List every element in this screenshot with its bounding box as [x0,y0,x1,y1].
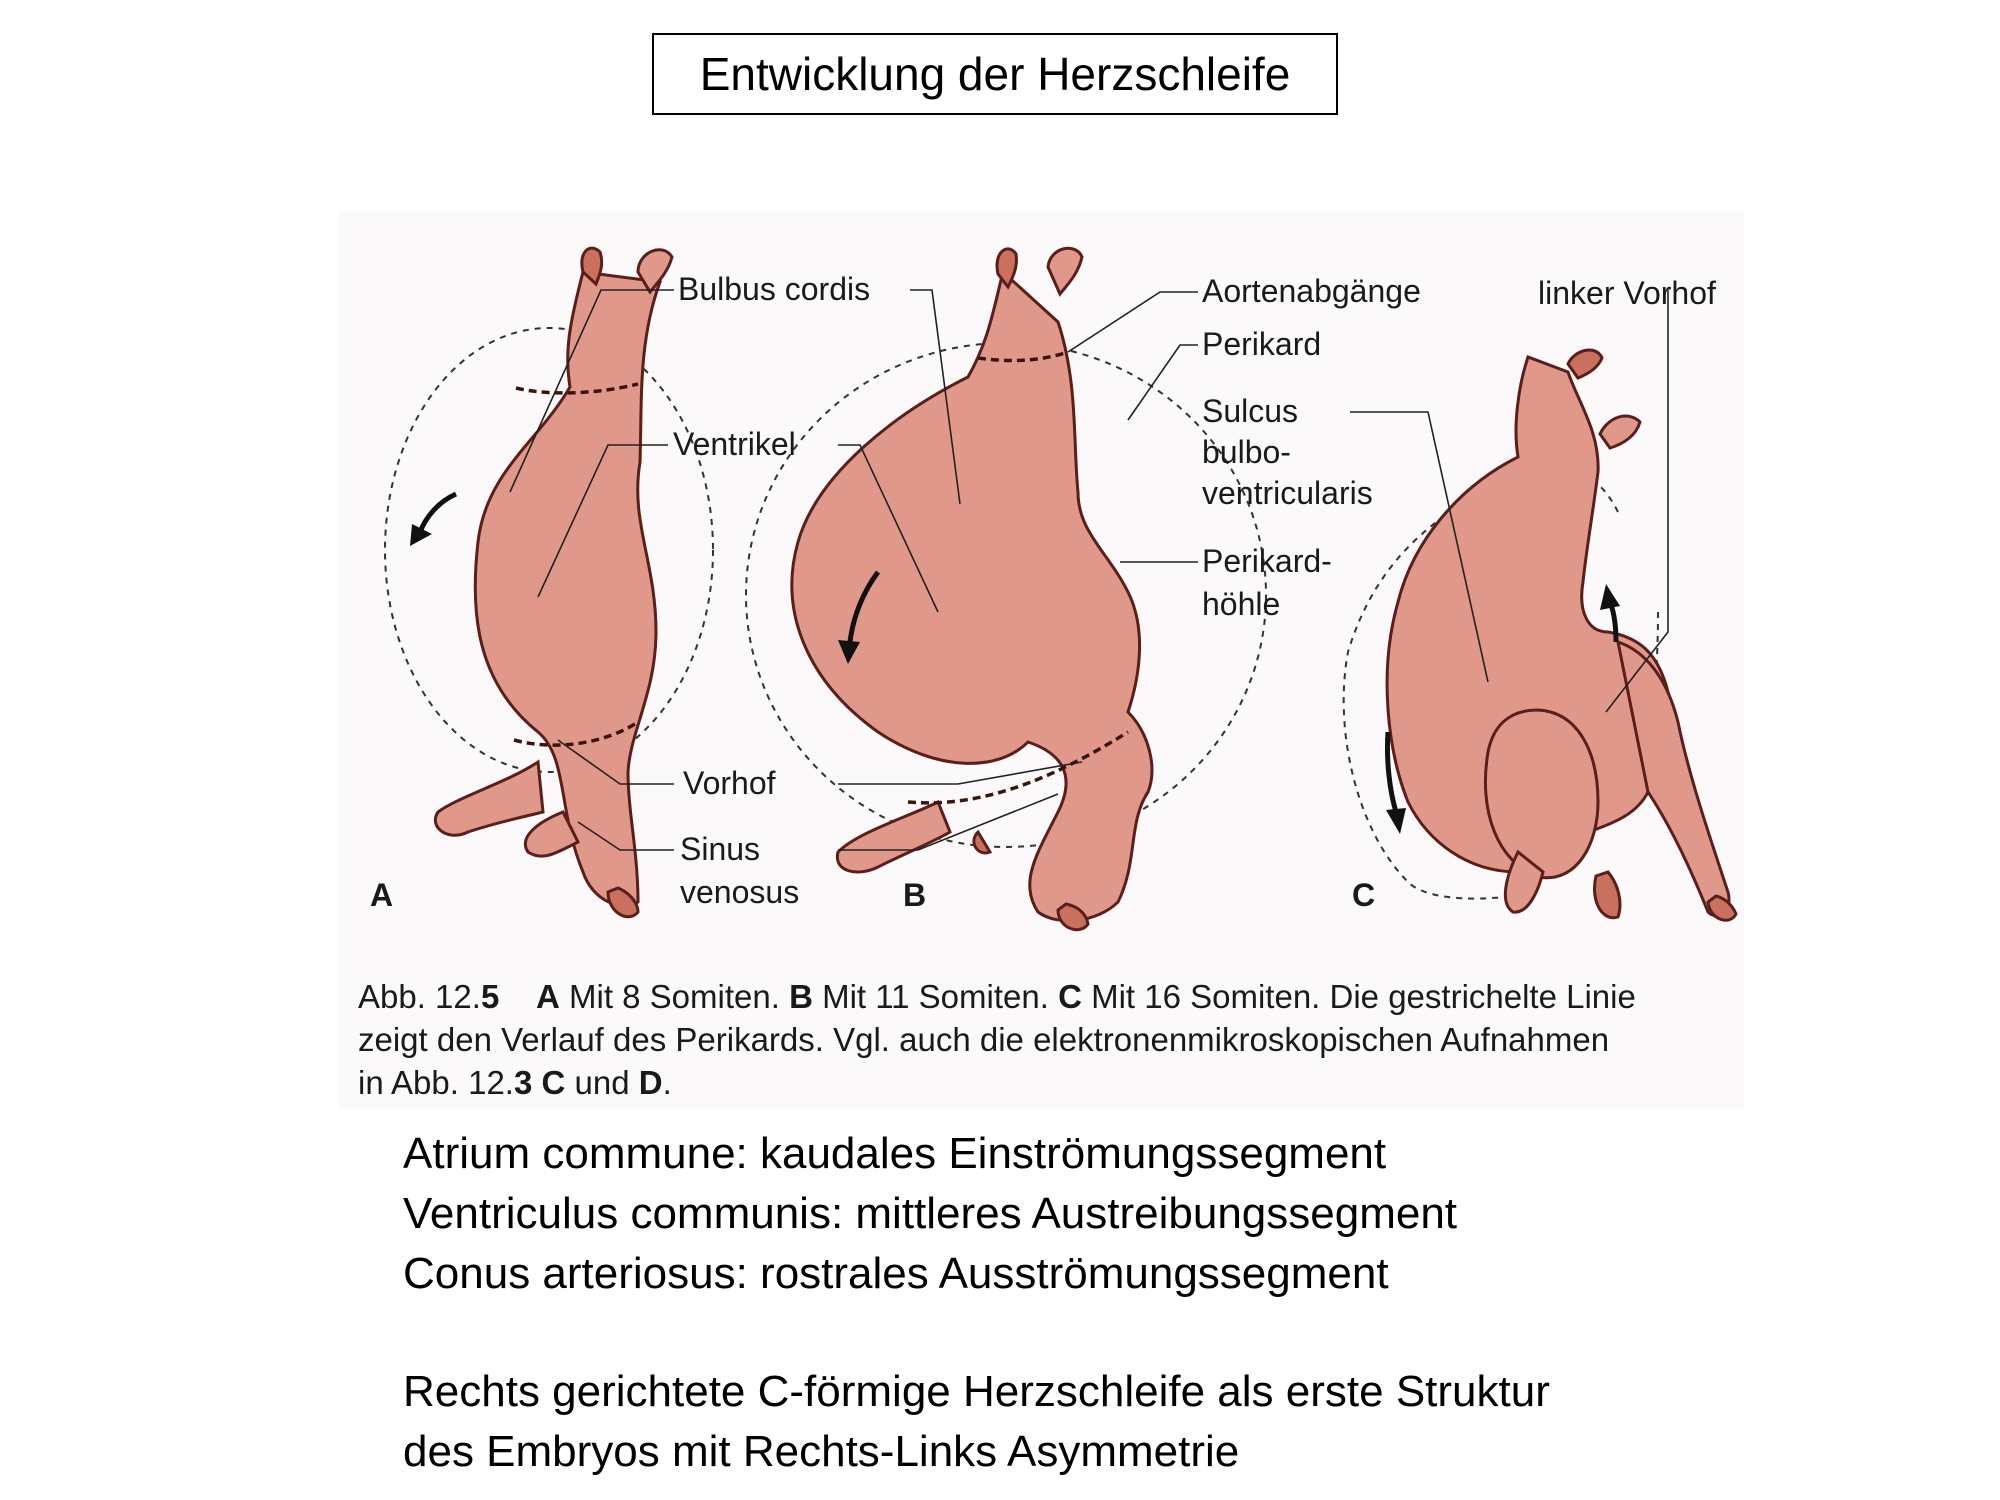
label-perikardhoehle-1: Perikard- [1202,543,1332,579]
page-title: Entwicklung der Herzschleife [699,48,1291,100]
heart-loop-figure [338,212,1744,972]
notes-text [403,1124,1963,1482]
label-ventrikel: Ventrikel [673,426,796,462]
note-conus: Conus arteriosus: rostrales Ausströmungssegment [403,1249,1389,1298]
label-venosus: venosus [680,874,800,910]
note-herzschleife-2: des Embryos mit Rechts-Links Asymmetrie [403,1427,1240,1476]
caption-line-2: zeigt den Verlauf des Perikards. Vgl. auch die elektronenmikroskopischen Aufnahmen [358,1021,1610,1058]
label-bulbo: bulbo- [1202,434,1291,470]
heart-tube-a [385,248,713,917]
notes-spacer [403,1304,1963,1362]
label-sulcus: Sulcus [1202,393,1299,429]
label-aortenabgaenge: Aortenabgänge [1202,273,1421,309]
heart-tube-b [746,248,1266,929]
heart-tube-c [1344,350,1736,920]
panel-letter-c: C [1352,877,1376,913]
label-bulbus-cordis: Bulbus cordis [678,271,871,307]
label-ventricularis: ventricularis [1202,475,1373,511]
label-perikard: Perikard [1202,326,1322,362]
label-linker-vorhof: linker Vorhof [1538,275,1716,311]
figure-caption [358,975,1748,1104]
title-box [652,33,1338,115]
caption-line-1: Abb. 12.5 A Mit 8 Somiten. B Mit 11 Somiten. C Mit 16 Somiten. Die gestrichelte Linie [358,978,1636,1015]
label-sinus: Sinus [680,831,761,867]
note-herzschleife-1: Rechts gerichtete C-förmige Herzschleife als erste Struktur [403,1367,1550,1416]
label-perikardhoehle-2: höhle [1202,586,1281,622]
note-ventriculus: Ventriculus communis: mittleres Austreibungssegment [403,1189,1458,1238]
label-vorhof: Vorhof [683,765,776,801]
panel-letter-a: A [370,877,394,913]
panel-letter-b: B [903,877,927,913]
note-atrium: Atrium commune: kaudales Einströmungssegment [403,1129,1387,1178]
caption-line-3: in Abb. 12.3 C und D. [358,1064,672,1101]
